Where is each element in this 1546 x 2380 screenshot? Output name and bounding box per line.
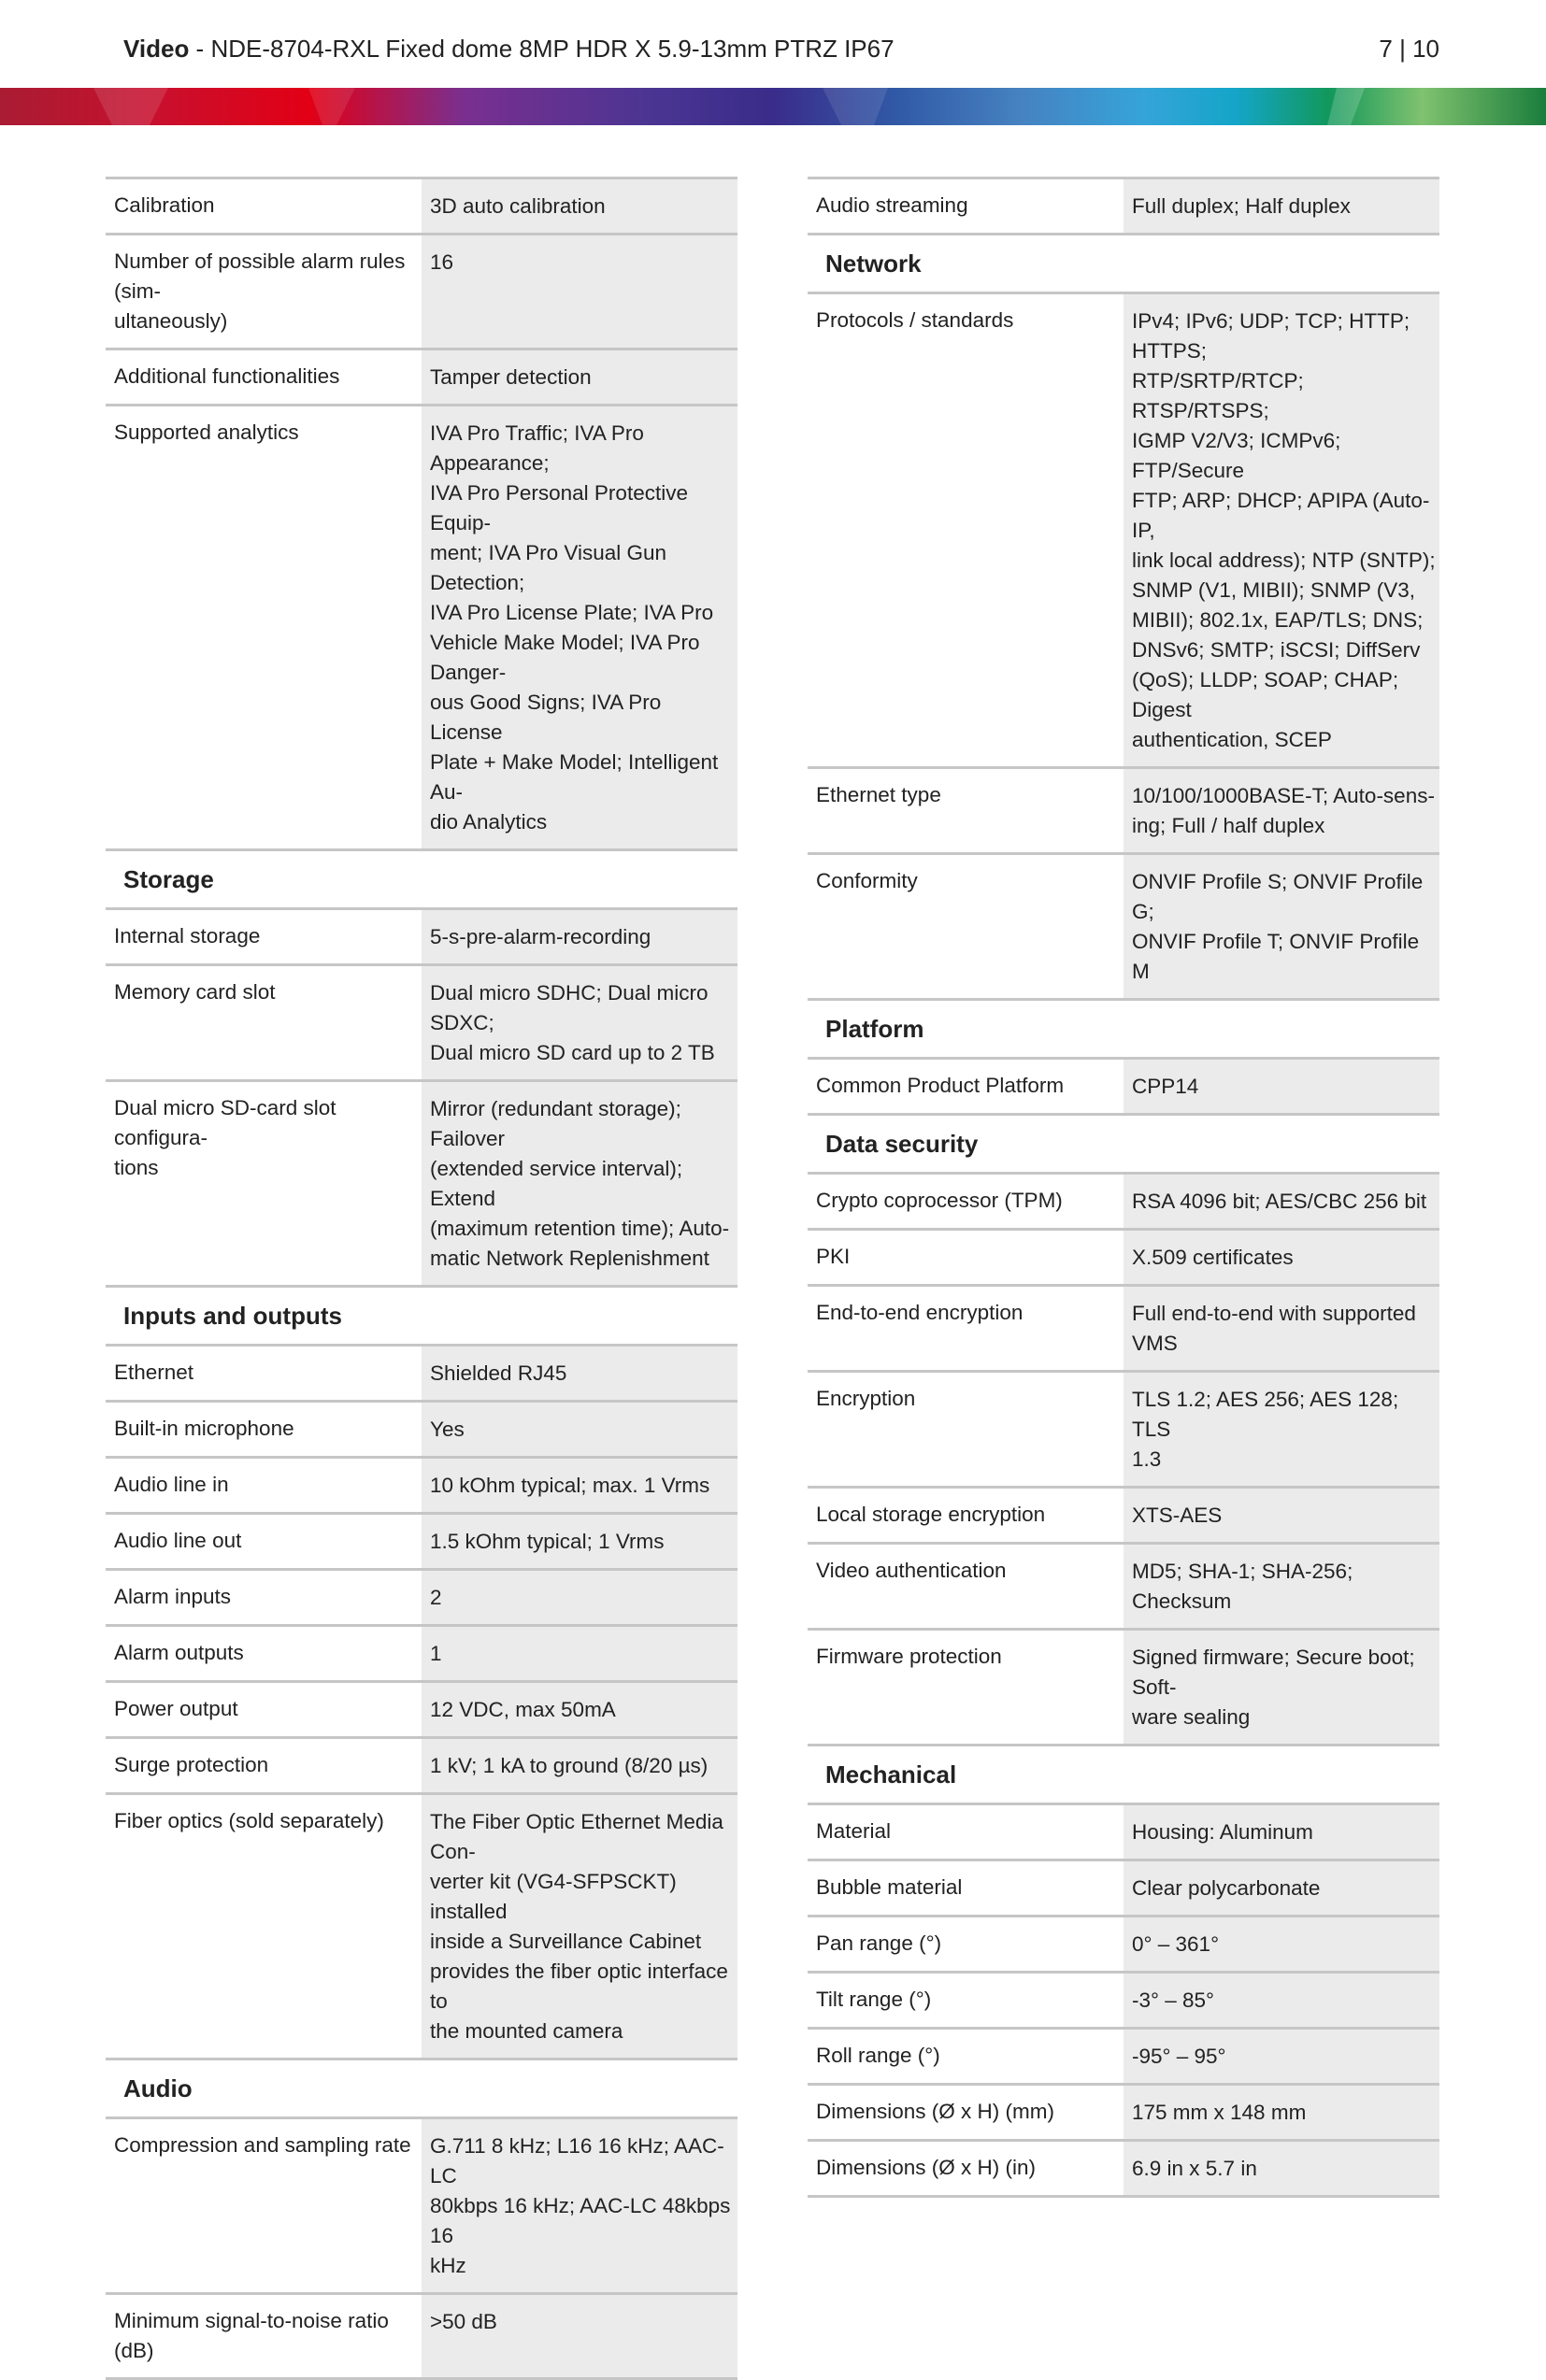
spec-value: RSA 4096 bit; AES/CBC 256 bit	[1124, 1175, 1439, 1228]
spec-value: ONVIF Profile S; ONVIF Profile G; ONVIF Profile T; ONVIF Profile M	[1124, 855, 1439, 998]
spec-row	[808, 1057, 1439, 1113]
spec-label: Compression and sampling rate	[114, 2133, 411, 2157]
section-heading-data-security: Data security	[808, 1113, 1439, 1172]
spec-row	[808, 1803, 1439, 1859]
page-header	[123, 28, 1439, 69]
spec-row	[808, 1542, 1439, 1628]
spec-value: >50 dB	[422, 2295, 737, 2377]
spec-row	[106, 1568, 737, 1624]
spec-label: Dimensions (Ø x H) (mm)	[816, 2100, 1055, 2123]
spec-row	[808, 1486, 1439, 1542]
spec-row	[808, 766, 1439, 852]
spec-label: Memory card slot	[114, 980, 276, 1004]
spec-row	[106, 233, 737, 348]
spec-value: Tamper detection	[422, 350, 737, 404]
spec-label: Material	[816, 1819, 892, 1843]
spec-row	[808, 292, 1439, 766]
spec-value: 5-s-pre-alarm-recording	[422, 910, 737, 963]
spec-row	[808, 1172, 1439, 1228]
spec-label: Common Product Platform	[816, 1074, 1065, 1097]
spec-label: Calibration	[114, 193, 215, 217]
spec-label: Encryption	[816, 1387, 916, 1410]
spec-value: Dual micro SDHC; Dual micro SDXC; Dual micro SD card up to 2 TB	[422, 966, 737, 1079]
spec-label: Protocols / standards	[816, 308, 1014, 332]
spec-row	[808, 1284, 1439, 1370]
page-number: 7 | 10	[1379, 35, 1439, 63]
spec-value: IVA Pro Traffic; IVA Pro Appearance; IVA Pro Personal Protective Equip- ment; IVA Pro Visual Gun Detection; IVA Pro License Plate; IVA Pro Vehicle Make Model; IVA Pro Danger- ous Good Signs; IVA Pro License Plate + Make Model; Intelligent Au- dio Analytics	[422, 406, 737, 848]
section-heading-platform: Platform	[808, 998, 1439, 1057]
spec-value: 6.9 in x 5.7 in	[1124, 2142, 1439, 2195]
spec-label: Pan range (°)	[816, 1931, 942, 1955]
spec-row	[106, 404, 737, 848]
spec-label: Power output	[114, 1697, 238, 1720]
spec-row	[106, 1624, 737, 1680]
spec-value: 10 kOhm typical; max. 1 Vrms	[422, 1459, 737, 1512]
spec-label: Audio line out	[114, 1529, 242, 1552]
spec-value: Shielded RJ45	[422, 1347, 737, 1400]
spec-value: Full end-to-end with supported VMS	[1124, 1287, 1439, 1370]
spec-row	[808, 1971, 1439, 2027]
spec-row	[808, 1859, 1439, 1915]
spec-value: Housing: Aluminum	[1124, 1805, 1439, 1859]
spec-row	[106, 2292, 737, 2380]
spec-label: Bubble material	[816, 1875, 963, 1899]
spec-row	[106, 1456, 737, 1512]
spec-value: 12 VDC, max 50mA	[422, 1683, 737, 1736]
spec-value: CPP14	[1124, 1060, 1439, 1113]
spec-row	[106, 1680, 737, 1736]
spec-label: Additional functionalities	[114, 364, 340, 388]
spec-label: Number of possible alarm rules (sim- ultaneously)	[114, 249, 406, 333]
spec-label: Crypto coprocessor (TPM)	[816, 1189, 1063, 1212]
section-heading-storage: Storage	[106, 848, 737, 907]
spec-label: Dimensions (Ø x H) (in)	[816, 2156, 1037, 2179]
spec-label: Local storage encryption	[816, 1503, 1046, 1526]
spec-label: Audio line in	[114, 1473, 229, 1496]
spec-value: Yes	[422, 1403, 737, 1456]
spec-row	[106, 1079, 737, 1285]
spec-value: 16	[422, 235, 737, 348]
spec-value: 0° – 361°	[1124, 1917, 1439, 1971]
spec-row	[808, 2139, 1439, 2198]
spec-column-right	[808, 177, 1439, 2198]
spec-value: -95° – 95°	[1124, 2030, 1439, 2083]
spec-label: Ethernet	[114, 1361, 194, 1384]
spec-value: Mirror (redundant storage); Failover (extended service interval); Extend (maximum retention time); Auto- matic Network Replenishment	[422, 1082, 737, 1285]
spec-row	[808, 1370, 1439, 1486]
spec-value: X.509 certificates	[1124, 1231, 1439, 1284]
spec-value: TLS 1.2; AES 256; AES 128; TLS 1.3	[1124, 1373, 1439, 1486]
spec-row	[106, 963, 737, 1079]
spec-row	[808, 177, 1439, 233]
spec-label: Roll range (°)	[816, 2044, 940, 2067]
spec-value: 2	[422, 1571, 737, 1624]
spec-label: Audio streaming	[816, 193, 968, 217]
spec-value: XTS-AES	[1124, 1489, 1439, 1542]
spec-value: 175 mm x 148 mm	[1124, 2086, 1439, 2139]
spec-label: Supported analytics	[114, 420, 299, 444]
spec-value: Clear polycarbonate	[1124, 1861, 1439, 1915]
spec-row	[808, 2027, 1439, 2083]
spec-value: 3D auto calibration	[422, 179, 737, 233]
spec-row	[808, 1228, 1439, 1284]
section-heading-inputs-outputs: Inputs and outputs	[106, 1285, 737, 1344]
spec-label: Conformity	[816, 869, 918, 892]
spec-label: Built-in microphone	[114, 1417, 294, 1440]
spec-label: PKI	[816, 1245, 851, 1268]
stripe-band	[0, 88, 1546, 125]
section-heading-network: Network	[808, 233, 1439, 292]
spec-row	[808, 1628, 1439, 1744]
spec-label: Internal storage	[114, 924, 261, 948]
brand-color-stripe	[0, 88, 1546, 125]
spec-row	[106, 2116, 737, 2292]
spec-column-left	[106, 177, 737, 2380]
spec-row	[106, 1400, 737, 1456]
spec-row	[106, 1512, 737, 1568]
spec-label: Tilt range (°)	[816, 1988, 932, 2011]
spec-value: Full duplex; Half duplex	[1124, 179, 1439, 233]
spec-label: Video authentication	[816, 1559, 1007, 1582]
title-separator: -	[189, 35, 211, 63]
spec-row	[808, 2083, 1439, 2139]
spec-row	[808, 1915, 1439, 1971]
spec-value: MD5; SHA-1; SHA-256; Checksum	[1124, 1545, 1439, 1628]
spec-value: The Fiber Optic Ethernet Media Con- verter kit (VG4-SFPSCKT) installed inside a Surveillance Cabinet provides the fiber optic interface to the mounted camera	[422, 1795, 737, 2058]
spec-row	[106, 1736, 737, 1792]
spec-row	[106, 1792, 737, 2058]
spec-label: Alarm inputs	[114, 1585, 232, 1608]
document-category: Video	[123, 35, 190, 63]
spec-row	[106, 348, 737, 404]
spec-label: Alarm outputs	[114, 1641, 244, 1664]
spec-label: Surge protection	[114, 1753, 269, 1776]
spec-label: Minimum signal-to-noise ratio (dB)	[114, 2309, 389, 2362]
spec-label: End-to-end encryption	[816, 1301, 1024, 1324]
spec-label: Firmware protection	[816, 1645, 1002, 1668]
spec-label: Fiber optics (sold separately)	[114, 1809, 384, 1832]
spec-value: 1 kV; 1 kA to ground (8/20 µs)	[422, 1739, 737, 1792]
section-heading-mechanical: Mechanical	[808, 1744, 1439, 1803]
spec-label: Dual micro SD-card slot configura- tions	[114, 1096, 336, 1179]
spec-value: -3° – 85°	[1124, 1974, 1439, 2027]
spec-value: Signed firmware; Secure boot; Soft- ware sealing	[1124, 1631, 1439, 1744]
spec-value: IPv4; IPv6; UDP; TCP; HTTP; HTTPS; RTP/SRTP/RTCP; RTSP/RTSPS; IGMP V2/V3; ICMPv6; FTP/Secure FTP; ARP; DHCP; APIPA (Auto-IP, link local address); NTP (SNTP); SNMP (V1, MIBII); SNMP (V3, MIBII); 802.1x, EAP/TLS; DNS; DNSv6; SMTP; iSCSI; DiffServ (QoS); LLDP; SOAP; CHAP; Digest authentication, SCEP	[1124, 294, 1439, 766]
spec-row	[808, 852, 1439, 998]
spec-value: 1.5 kOhm typical; 1 Vrms	[422, 1515, 737, 1568]
spec-row	[106, 907, 737, 963]
spec-label: Ethernet type	[816, 783, 941, 806]
document-title: NDE-8704-RXL Fixed dome 8MP HDR X 5.9-13mm PTRZ IP67	[210, 35, 895, 63]
spec-row	[106, 177, 737, 233]
spec-value: 10/100/1000BASE-T; Auto-sens- ing; Full / half duplex	[1124, 769, 1439, 852]
section-heading-audio: Audio	[106, 2058, 737, 2116]
spec-value: G.711 8 kHz; L16 16 kHz; AAC-LC 80kbps 16 kHz; AAC-LC 48kbps 16 kHz	[422, 2119, 737, 2292]
spec-row	[106, 1344, 737, 1400]
spec-value: 1	[422, 1627, 737, 1680]
